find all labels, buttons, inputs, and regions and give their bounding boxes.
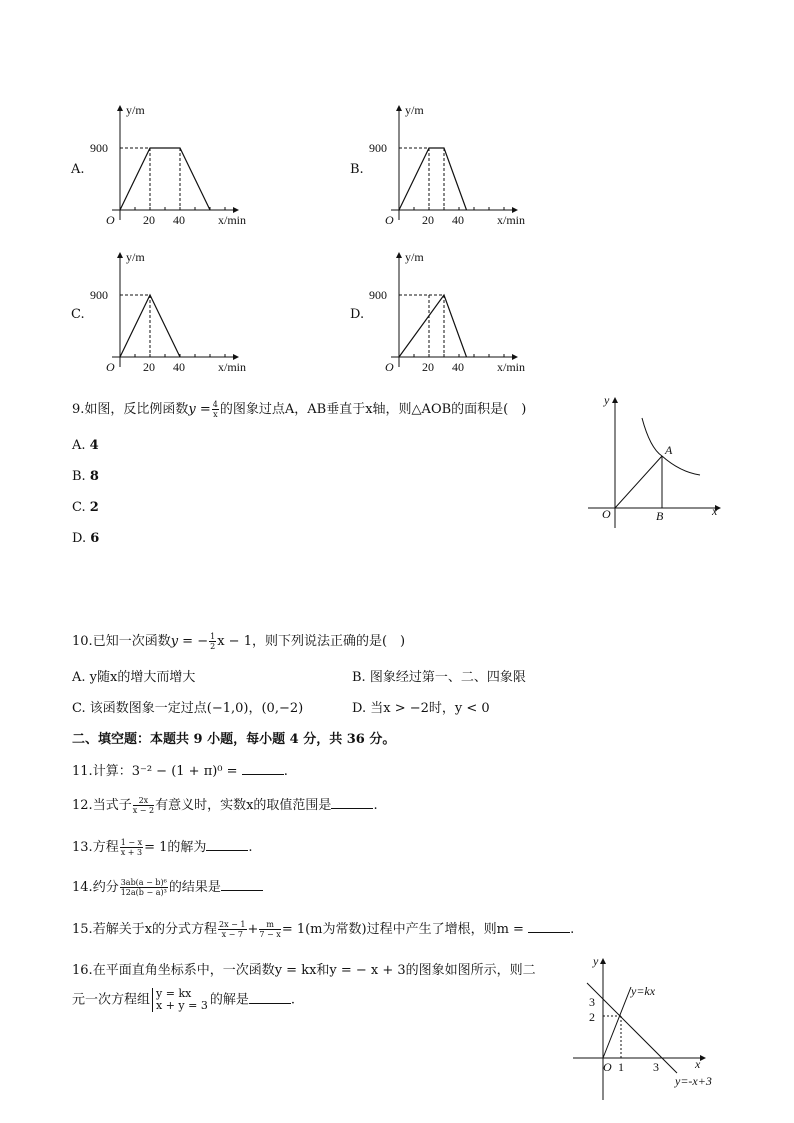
answer-blank[interactable] (528, 920, 570, 933)
question-16: 16.在平面直角坐标系中，一次函数y = kx和y = − x + 3的图象如图所示，则二 (72, 963, 536, 978)
fraction: $\frac{m}{7 - x}$ (259, 920, 281, 939)
q9-option-b[interactable]: B. 8 (72, 469, 99, 484)
question-text: 如图，反比例函数 (84, 402, 189, 417)
formula-end: x − 1，则下列说法正确的是( ) (217, 634, 406, 649)
fraction: $\frac{4}{x}$ (212, 400, 218, 419)
x-tick-label: 20 (143, 360, 155, 374)
point-b-label: B (656, 509, 664, 523)
x-axis-label: x (712, 504, 718, 518)
question-11: 11.计算：3⁻² − (1 + π)⁰ = . (72, 764, 288, 779)
origin-label: O (603, 1060, 612, 1074)
x-axis-label: x/min (218, 360, 246, 374)
origin-label: O (602, 507, 611, 521)
origin-label: O (385, 360, 394, 374)
answer-blank[interactable] (249, 991, 291, 1004)
graph-d-svg (345, 245, 545, 375)
tick-label: 2 (589, 1010, 595, 1024)
y-axis-label: y/m (126, 103, 145, 117)
x-tick-label: 40 (452, 213, 464, 227)
y-tick-label: 900 (90, 288, 108, 302)
tick-label: 3 (653, 1060, 659, 1074)
x-tick-label: 20 (422, 360, 434, 374)
q10-option-b[interactable]: B. 图象经过第一、二、四象限 (352, 670, 526, 685)
x-axis-label: x/min (497, 213, 526, 227)
fraction: $\frac{1 - x}{x + 3}$ (120, 838, 143, 857)
distance-line (120, 148, 210, 210)
section-title: 二、填空题：本题共 9 小题，每小题 4 分，共 36 分。 (72, 732, 396, 747)
y-axis-label: y/m (126, 250, 145, 264)
question-12: 12.当式子 $\frac{2x}{x - 2}$ 有意义时，实数x的取值范围是 . (72, 796, 378, 815)
q10-option-c[interactable]: C. 该函数图象一定过点(−1,0)，(0,−2) (72, 701, 304, 716)
question-text: 已知一次函数 (92, 634, 171, 649)
question-15: 15.若解关于x的分式方程 $\frac{2x - 1}{x - 7}$ + $\frac{m}{7 - x}$ = 1(m为常数)过程中产生了增根，则m = . (72, 920, 575, 939)
fraction: $\frac{2x - 1}{x - 7}$ (219, 920, 246, 939)
question-9 (72, 398, 526, 419)
option-label: B. (350, 162, 364, 177)
question-16-line2: 元一次方程组 y = kx x + y = 3 的解是 . (72, 987, 296, 1012)
y-tick-label: 900 (90, 141, 108, 155)
tick-label: 3 (589, 995, 595, 1009)
answer-blank[interactable] (206, 838, 248, 851)
x-tick-label: 40 (173, 213, 185, 227)
graph-c-svg (66, 245, 246, 375)
option-label: D. (350, 307, 365, 322)
q9-figure (580, 390, 730, 540)
fraction: $\frac{2x}{x - 2}$ (132, 796, 155, 815)
option-label: C. (71, 307, 85, 322)
y-axis-label: y/m (405, 250, 424, 264)
distance-line (399, 148, 467, 210)
answer-blank[interactable] (242, 762, 284, 775)
x-tick-label: 40 (452, 360, 464, 374)
q16-figure (565, 955, 735, 1105)
tick-label: 1 (618, 1060, 624, 1074)
x-tick-label: 20 (422, 213, 434, 227)
graph-option-d (345, 245, 545, 375)
q10-option-a[interactable]: A. y随x的增大而增大 (72, 670, 196, 685)
question-14: 14.约分 $\frac{\text{3ab(a − b)⁶}}{\text{12a(b − a)³}}$ 的结果是 (72, 876, 263, 897)
graph-a-svg (66, 98, 246, 228)
fraction: $\frac{\text{3ab(a − b)⁶}}{\text{12a(b − a)³}}$ (120, 878, 167, 897)
question-10 (72, 630, 405, 651)
line-label: y=kx (631, 984, 656, 998)
x-axis-label: x/min (497, 360, 526, 374)
distance-line (399, 295, 467, 357)
question-13: 13.方程 $\frac{1 - x}{x + 3}$ = 1的解为 . (72, 838, 253, 857)
graph-option-b (345, 98, 545, 228)
x-axis-label: x (695, 1057, 701, 1071)
x-tick-label: 20 (143, 213, 155, 227)
answer-blank[interactable] (221, 878, 263, 891)
equation-system: y = kx x + y = 3 (152, 988, 208, 1012)
graph-option-a (66, 98, 246, 228)
origin-label: O (385, 213, 394, 227)
formula: y = (188, 402, 211, 417)
question-text-end: 的图象过点A，AB垂直于x轴，则△AOB的面积是( ) (219, 402, 527, 417)
question-number: 10. (72, 634, 93, 649)
option-label: A. (71, 162, 85, 177)
point-a-label: A (665, 443, 673, 457)
graph-b-svg (345, 98, 545, 228)
y-axis-label: y (593, 955, 599, 968)
q10-option-d[interactable]: D. 当x > −2时，y < 0 (352, 701, 490, 716)
y-tick-label: 900 (369, 288, 387, 302)
y-axis-label: y (604, 393, 610, 407)
formula: y = − (170, 634, 209, 649)
x-tick-label: 40 (173, 360, 185, 374)
answer-blank[interactable] (331, 796, 373, 809)
line-label: y=-x+3 (675, 1074, 712, 1088)
origin-label: O (106, 213, 115, 227)
x-axis-label: x/min (218, 213, 246, 227)
y-tick-label: 900 (369, 141, 387, 155)
fraction: $\frac{1}{2}$ (210, 632, 216, 651)
q9-option-a[interactable]: A. 4 (72, 438, 99, 453)
y-axis-label: y/m (405, 103, 424, 117)
origin-label: O (106, 360, 115, 374)
q9-option-c[interactable]: C. 2 (72, 500, 99, 515)
q9-option-d[interactable]: D. 6 (72, 531, 100, 546)
question-number: 9. (72, 402, 85, 417)
graph-option-c (66, 245, 246, 375)
